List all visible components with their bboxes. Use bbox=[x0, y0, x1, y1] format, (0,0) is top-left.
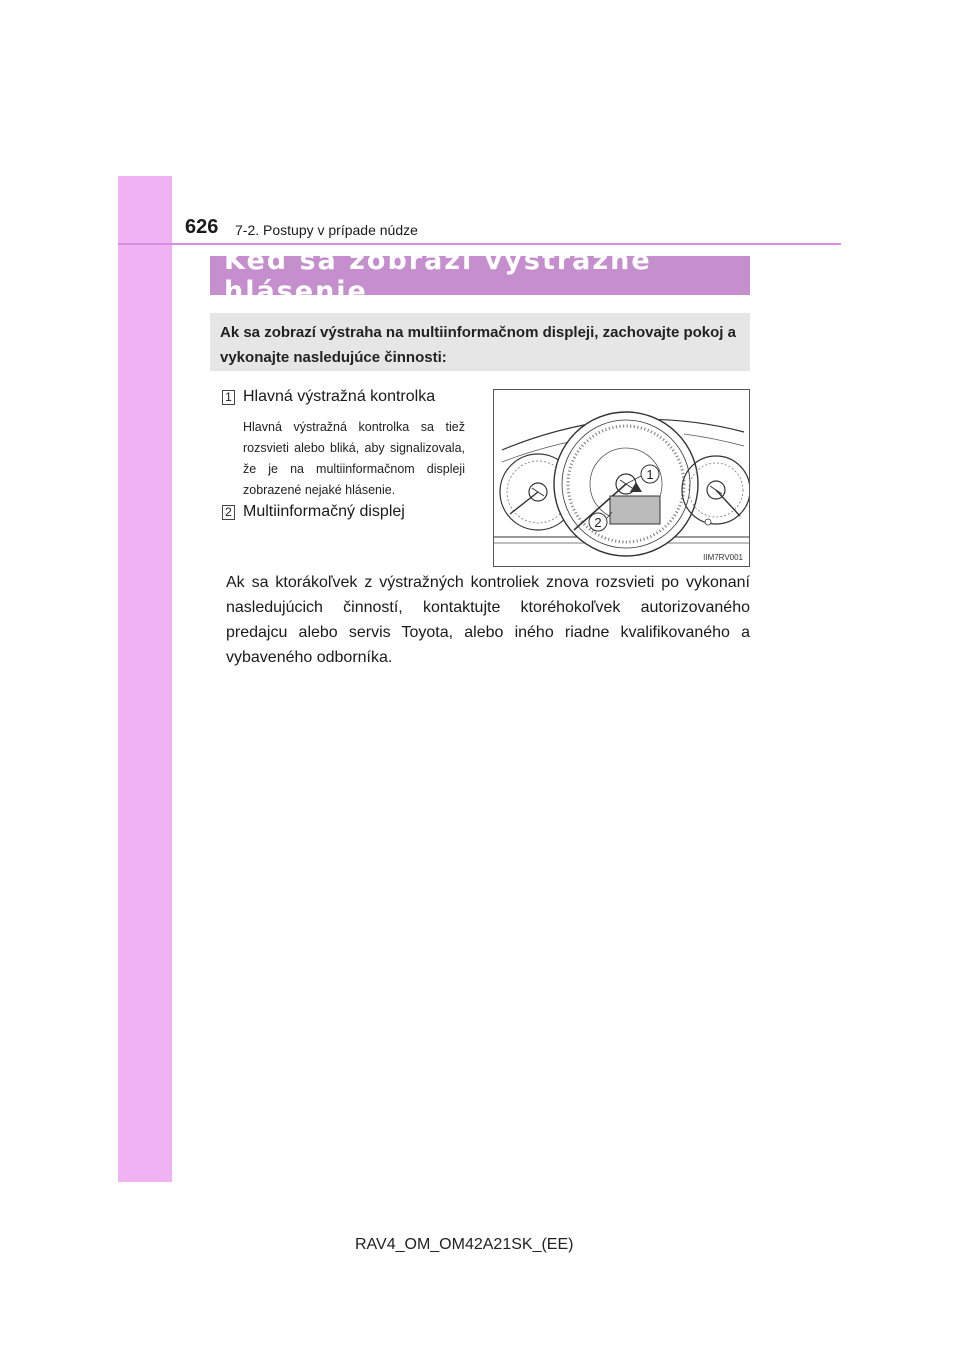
figure-marker-1: 1 bbox=[646, 467, 654, 482]
callout-number-1: 1 bbox=[222, 390, 235, 405]
section-title-bar bbox=[210, 244, 750, 307]
instrument-cluster-illustration bbox=[494, 390, 749, 566]
intro-box: Ak sa zobrazí výstraha na multiinformačnom displeji, zachovajte pokoj a vykonajte nasledujúce činnosti: bbox=[210, 313, 750, 371]
callout-label-2: Multiinformačný displej bbox=[243, 503, 405, 520]
figure-code: IIM7RV001 bbox=[703, 553, 743, 562]
figure-marker-2: 2 bbox=[594, 515, 602, 530]
section-reference: 7-2. Postupy v prípade núdze bbox=[235, 222, 418, 238]
section-title: Keď sa zobrazí výstražné hlásenie bbox=[224, 244, 652, 307]
callout-2 bbox=[222, 503, 405, 521]
page-number: 626 bbox=[185, 216, 219, 238]
instrument-cluster-figure bbox=[493, 389, 750, 567]
callout-label-1: Hlavná výstražná kontrolka bbox=[243, 388, 436, 405]
footer-doc-code: RAV4_OM_OM42A21SK_(EE) bbox=[355, 1236, 574, 1253]
body-paragraph: Ak sa ktorákoľvek z výstražných kontroliek znova rozsvieti po vykonaní nasledujúcich činností, kontaktujte ktoréhokoľvek autorizovaného predajcu alebo servis Toyota, alebo iného riadne kvalifikovaného a vybaveného odborníka. bbox=[226, 574, 750, 666]
side-color-band bbox=[118, 176, 172, 1182]
callout-1 bbox=[222, 388, 435, 406]
callout-description-1: Hlavná výstražná kontrolka sa tiež rozsvieti alebo bliká, aby signalizovala, že je na multiinformačnom displeji zobrazené nejaké hlásenie. bbox=[243, 420, 465, 497]
callout-number-2: 2 bbox=[222, 505, 235, 520]
